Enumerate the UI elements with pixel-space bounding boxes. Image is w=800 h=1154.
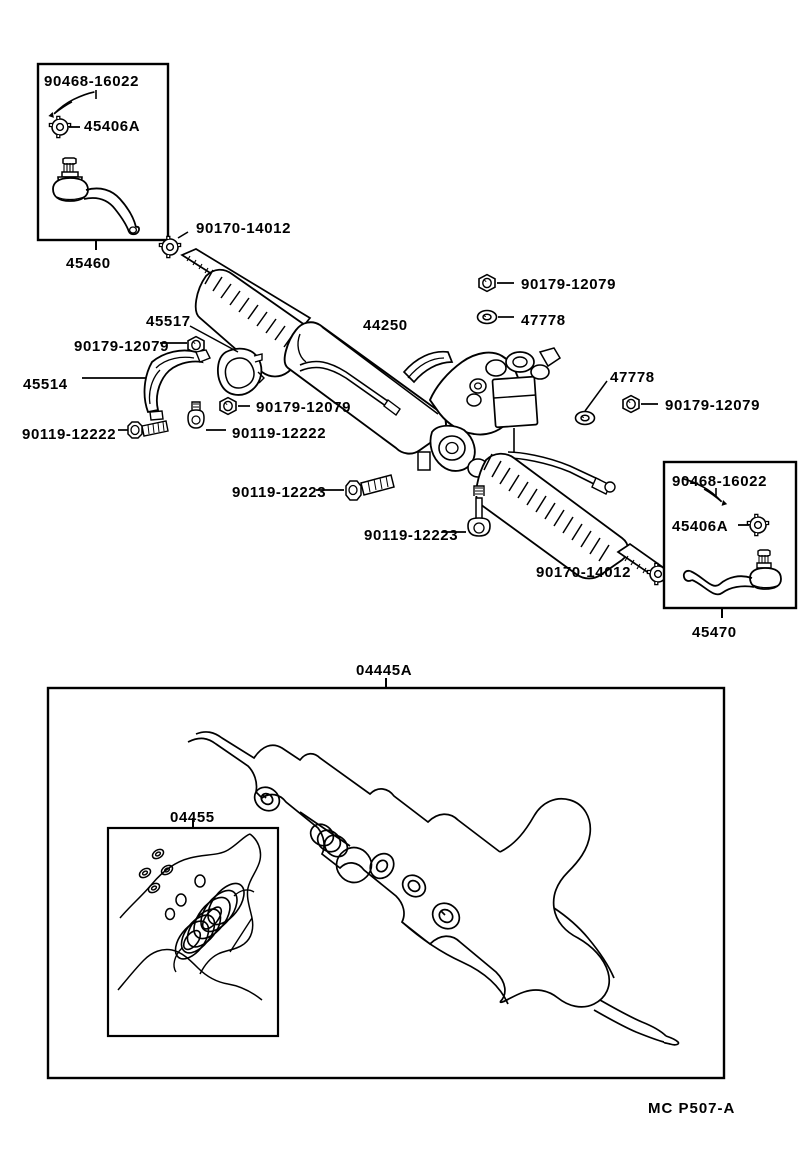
callout-45517: 45517 xyxy=(146,313,191,330)
callout-90119-12222-b: 90119-12222 xyxy=(232,425,327,442)
right-boot xyxy=(476,454,628,579)
bolt-left xyxy=(128,421,168,438)
callout-90179-12079-b: 90179-12079 xyxy=(256,399,352,416)
left-tie-rod-end-inset-box xyxy=(38,64,168,250)
caption-45460: 45460 xyxy=(66,255,111,272)
callout-44250: 44250 xyxy=(363,317,408,334)
caption-04445A: 04445A xyxy=(356,662,413,679)
caption-04455: 04455 xyxy=(170,809,215,826)
overhaul-kit-panel-box xyxy=(48,678,724,1078)
callout-45514: 45514 xyxy=(23,376,68,393)
callout-47778-b: 47778 xyxy=(610,369,655,386)
callout-90179-12079-c: 90179-12079 xyxy=(521,276,617,293)
bolt-mid xyxy=(188,402,204,428)
callout-90179-12079-d: 90179-12079 xyxy=(665,397,761,414)
callout-47778-a: 47778 xyxy=(521,312,566,329)
callout-45406A-right: 45406A xyxy=(672,518,729,535)
callout-45406A-left: 45406A xyxy=(84,118,141,135)
callout-90170-14012-right: 90170-14012 xyxy=(536,564,632,581)
callout-90179-12079-a: 90179-12079 xyxy=(74,338,170,355)
diagram-footer-code: MC P507-A xyxy=(648,1100,736,1117)
bolt-12223-upper xyxy=(316,475,394,500)
callout-90119-12223-a: 90119-12223 xyxy=(232,484,327,501)
callout-90170-14012-left: 90170-14012 xyxy=(196,220,292,237)
callout-90468-16022-right: 90468-16022 xyxy=(672,473,768,490)
callout-90119-12222-a: 90119-12222 xyxy=(22,426,117,443)
callout-90119-12223-b: 90119-12223 xyxy=(364,527,459,544)
seal-kit-inset-box xyxy=(108,818,278,1036)
callout-90468-16022-left: 90468-16022 xyxy=(44,73,140,90)
caption-45470: 45470 xyxy=(692,624,737,641)
